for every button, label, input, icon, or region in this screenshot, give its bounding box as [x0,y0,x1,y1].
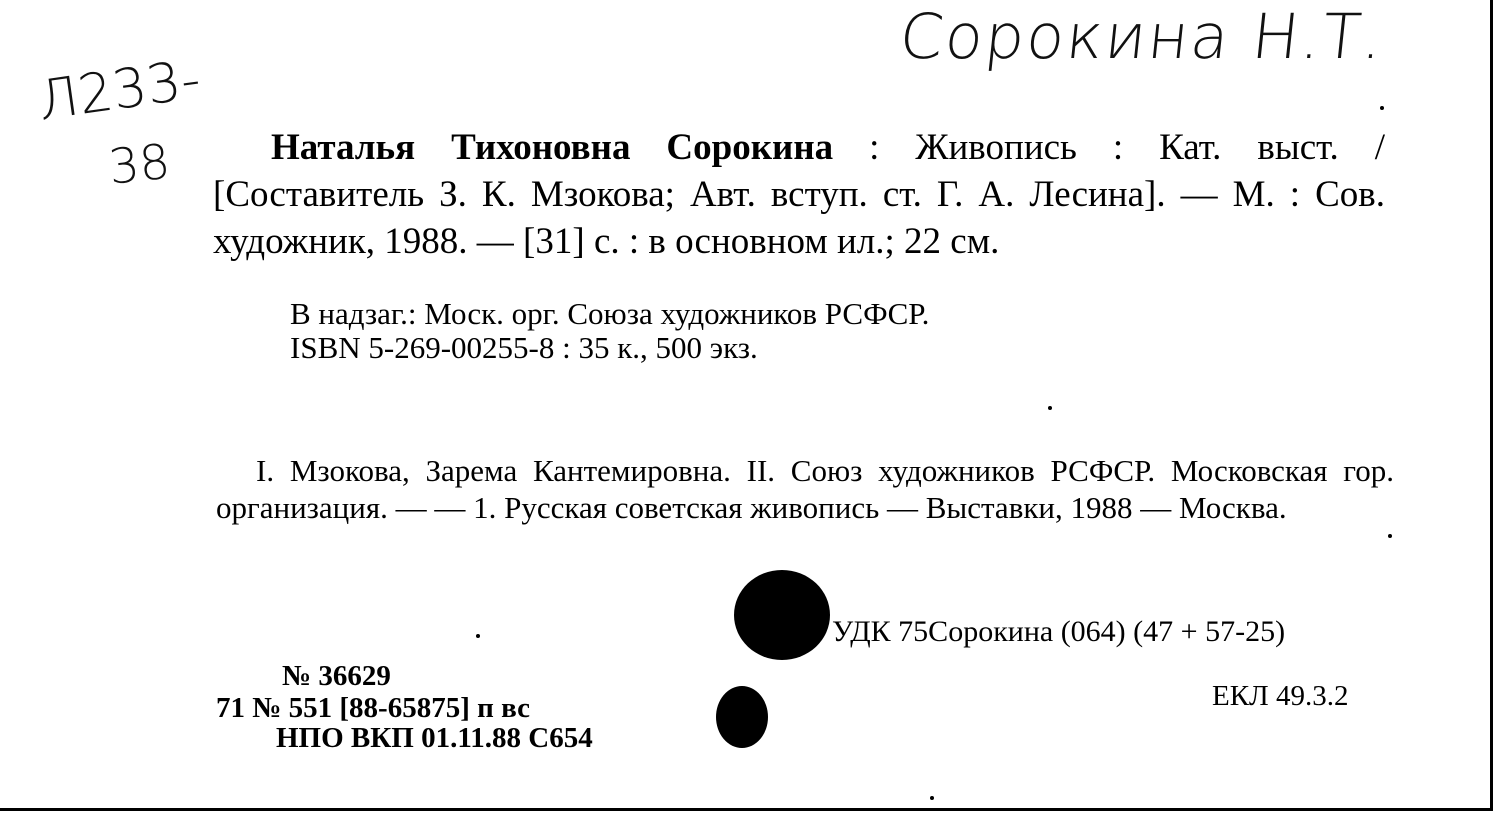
handwritten-author: Сорокина Н.Т. [896,0,1389,73]
handwritten-shelf-code-number: 38 [106,133,173,196]
handwritten-shelf-code: Л233- [34,47,205,133]
print-speck [1388,534,1392,538]
print-speck [1380,106,1384,110]
main-entry [213,124,1385,265]
punch-hole [734,570,830,660]
title-note: В надзаг.: Моск. орг. Союза художников РСФСР. [290,296,930,331]
tracings: I. Мзокова, Зарема Кантемировна. II. Союз художников РСФСР. Московская гор. организация. — — 1. Русская советская живопись — Выставки, 1988 — Москва. [216,453,1394,525]
isbn-note: ISBN 5-269-00255-8 : 35 к., 500 экз. [290,330,758,365]
punch-hole-small [716,686,768,748]
entry-description: : Живопись : Кат. выст. / [Составитель З. К. Мзокова; Авт. вступ. ст. Г. А. Лесина]. — М. : Сов. художник, 1988. — [31] с. : в основном ил.; 22 см. [213,127,1385,262]
print-speck [1048,406,1052,410]
print-order: 71 № 551 [88-65875] п вс [216,692,530,724]
printer-date: НПО ВКП 01.11.88 С654 [276,722,593,754]
entry-heading: Наталья Тихоновна Сорокина [271,127,834,168]
udk-classification: УДК 75Сорокина (064) (47 + 57-25) [832,615,1286,648]
print-speck [930,796,934,800]
card-number: № 36629 [282,660,391,692]
print-speck [476,634,480,638]
ekl-classification: ЕКЛ 49.3.2 [1212,680,1349,712]
